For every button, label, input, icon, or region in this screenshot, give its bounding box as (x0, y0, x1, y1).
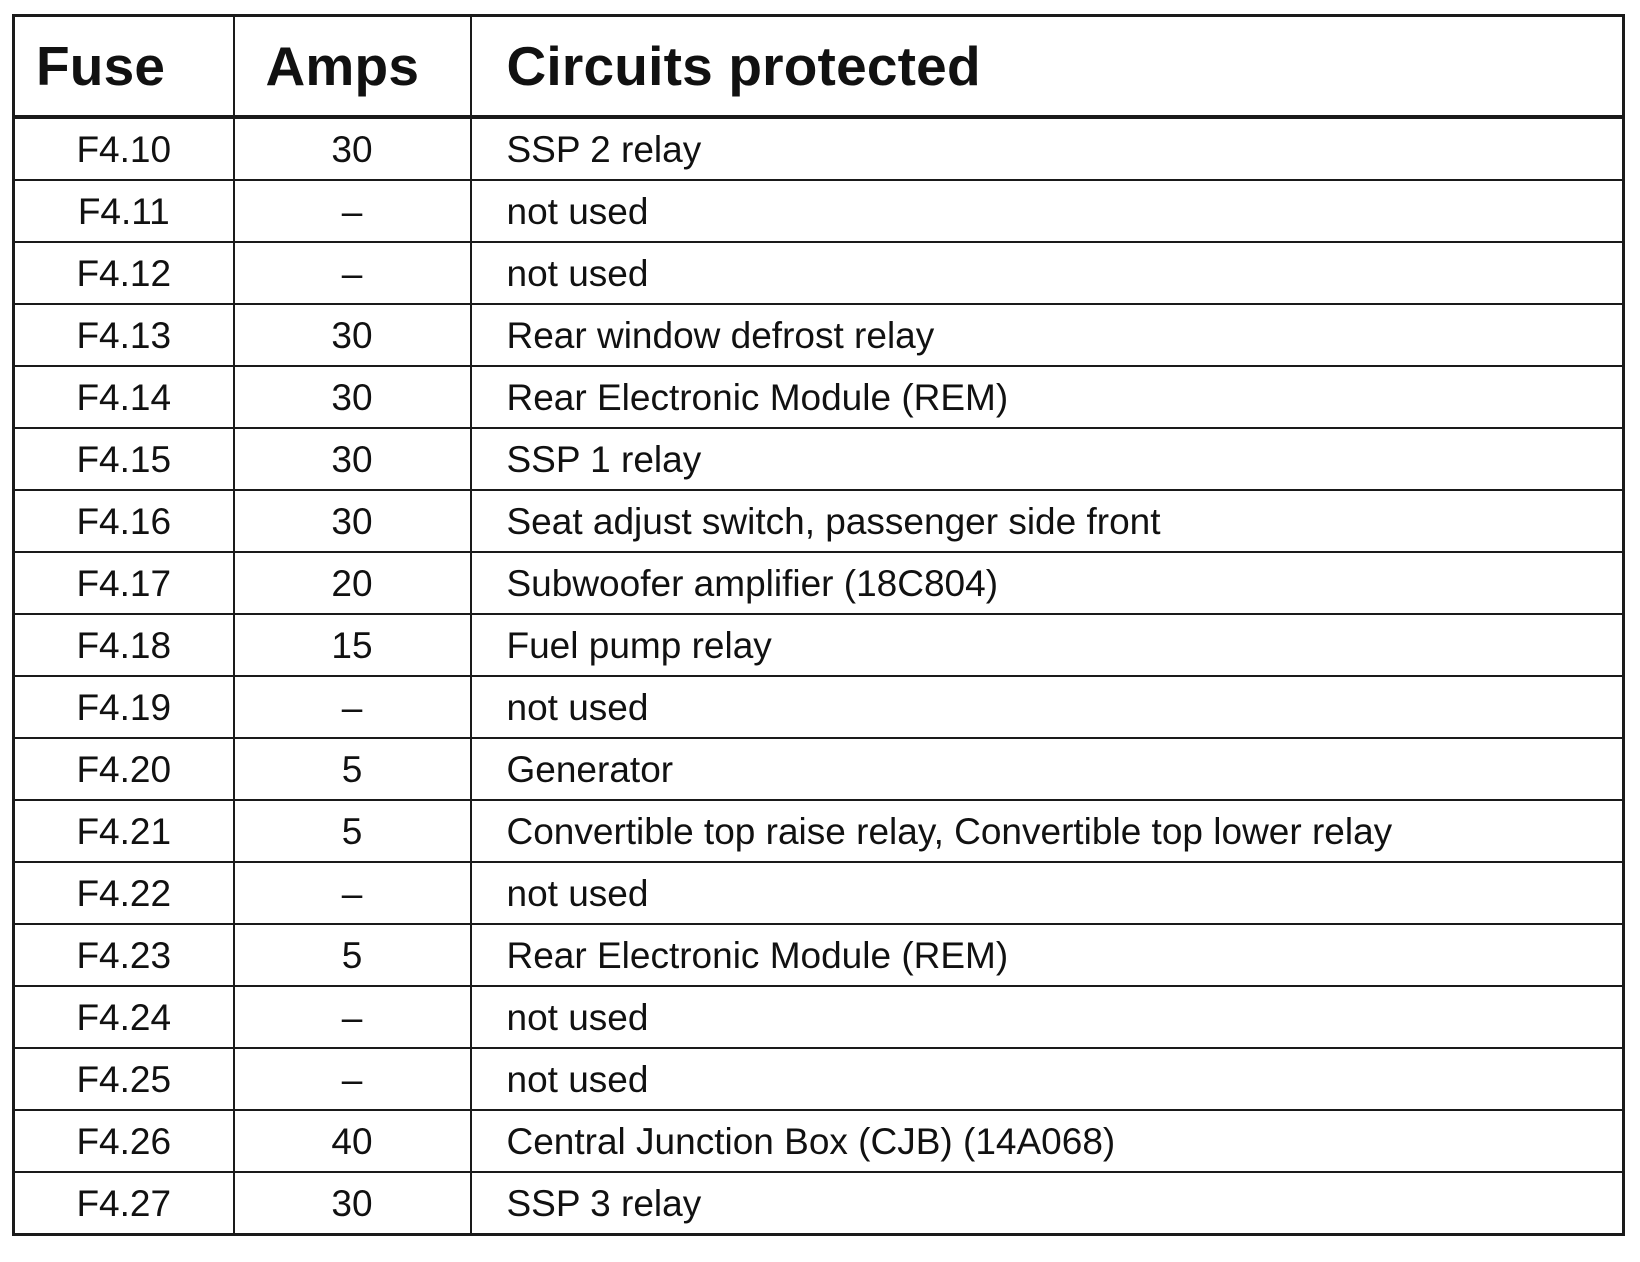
cell-circuits: not used (471, 986, 1624, 1048)
table-row (14, 1048, 1624, 1110)
table-row (14, 986, 1624, 1048)
cell-amps: – (234, 1048, 471, 1110)
cell-amps: 5 (234, 924, 471, 986)
table-row (14, 180, 1624, 242)
header-row (14, 16, 1624, 118)
cell-fuse: F4.22 (14, 862, 234, 924)
cell-circuits: not used (471, 676, 1624, 738)
cell-circuits: Central Junction Box (CJB) (14A068) (471, 1110, 1624, 1172)
cell-circuits: Seat adjust switch, passenger side front (471, 490, 1624, 552)
cell-circuits: Rear Electronic Module (REM) (471, 366, 1624, 428)
cell-amps: 15 (234, 614, 471, 676)
cell-fuse: F4.16 (14, 490, 234, 552)
table-row (14, 924, 1624, 986)
cell-fuse: F4.24 (14, 986, 234, 1048)
cell-circuits: SSP 3 relay (471, 1172, 1624, 1235)
cell-amps: 40 (234, 1110, 471, 1172)
cell-circuits: Rear window defrost relay (471, 304, 1624, 366)
cell-amps: 30 (234, 428, 471, 490)
table-row (14, 614, 1624, 676)
cell-amps: – (234, 242, 471, 304)
table-header (14, 16, 1624, 118)
cell-fuse: F4.10 (14, 117, 234, 180)
table-row (14, 242, 1624, 304)
table-row (14, 676, 1624, 738)
cell-fuse: F4.25 (14, 1048, 234, 1110)
cell-fuse: F4.19 (14, 676, 234, 738)
table-row (14, 1172, 1624, 1235)
table-row (14, 1110, 1624, 1172)
cell-amps: – (234, 676, 471, 738)
cell-amps: 30 (234, 490, 471, 552)
cell-amps: 30 (234, 304, 471, 366)
cell-amps: 5 (234, 800, 471, 862)
cell-fuse: F4.20 (14, 738, 234, 800)
cell-circuits: Subwoofer amplifier (18C804) (471, 552, 1624, 614)
cell-circuits: Generator (471, 738, 1624, 800)
cell-circuits: Fuel pump relay (471, 614, 1624, 676)
cell-amps: 30 (234, 1172, 471, 1235)
table-row (14, 800, 1624, 862)
cell-amps: – (234, 180, 471, 242)
cell-amps: 30 (234, 117, 471, 180)
cell-fuse: F4.23 (14, 924, 234, 986)
cell-circuits: SSP 2 relay (506, 128, 702, 170)
cell-fuse: F4.14 (14, 366, 234, 428)
cell-fuse: F4.12 (14, 242, 234, 304)
cell-amps: 30 (234, 366, 471, 428)
table-row (14, 366, 1624, 428)
table-row (14, 490, 1624, 552)
cell-amps: – (234, 986, 471, 1048)
cell-fuse: F4.26 (14, 1110, 234, 1172)
cell-fuse: F4.27 (14, 1172, 234, 1235)
cell-circuits: not used (471, 1048, 1624, 1110)
table-row (14, 862, 1624, 924)
cell-circuits: Convertible top raise relay, Convertible top lower relay (471, 800, 1624, 862)
cell-fuse: F4.18 (14, 614, 234, 676)
column-header-circuits: Circuits protected (471, 16, 1624, 118)
table-row (14, 738, 1624, 800)
table-row (14, 552, 1624, 614)
cell-fuse: F4.15 (14, 428, 234, 490)
cell-fuse: F4.21 (14, 800, 234, 862)
table-body (14, 117, 1624, 1235)
cell-circuits: Rear Electronic Module (REM) (471, 924, 1624, 986)
table-row (14, 117, 1624, 180)
column-header-fuse: Fuse (14, 16, 234, 118)
cell-amps: – (234, 862, 471, 924)
cell-fuse: F4.11 (14, 180, 234, 242)
fuse-table (12, 14, 1625, 1236)
cell-circuits: SSP 1 relay (471, 428, 1624, 490)
cell-circuits: not used (471, 862, 1624, 924)
table-row (14, 304, 1624, 366)
cell-circuits: not used (471, 242, 1624, 304)
cell-amps: 20 (234, 552, 471, 614)
cell-amps: 5 (234, 738, 471, 800)
cell-fuse: F4.13 (14, 304, 234, 366)
table-row (14, 428, 1624, 490)
cell-fuse: F4.17 (14, 552, 234, 614)
cell-circuits: not used (471, 180, 1624, 242)
column-header-amps: Amps (234, 16, 471, 118)
